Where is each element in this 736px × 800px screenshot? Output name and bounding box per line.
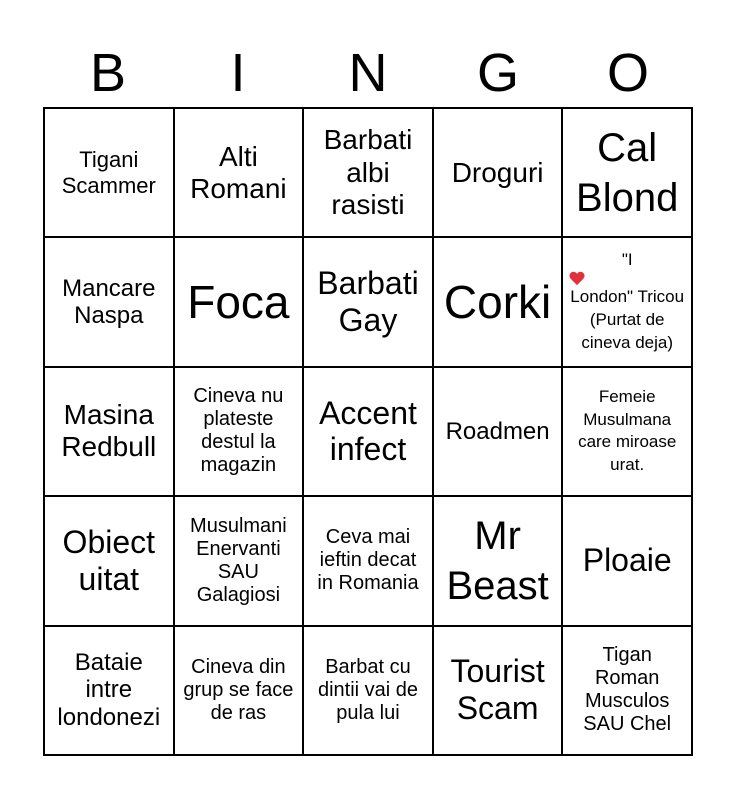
bingo-cell[interactable]: Musulmani Enervanti SAU Galagiosi [174, 496, 304, 625]
bingo-cell[interactable]: Droguri [433, 108, 563, 237]
bingo-cell[interactable]: Femeie Musulmana care miroase urat. [562, 367, 692, 496]
bingo-cell[interactable]: Tigani Scammer [44, 108, 174, 237]
header-letter-o: O [606, 43, 649, 103]
bingo-cell[interactable]: Alti Romani [174, 108, 304, 237]
bingo-cell[interactable]: Masina Redbull [44, 367, 174, 496]
bingo-cell[interactable]: Tigan Roman Musculos SAU Chel [562, 626, 692, 755]
header-letter-i: I [230, 43, 246, 103]
bingo-grid [43, 107, 693, 756]
bingo-cell[interactable]: Obiect uitat [44, 496, 174, 625]
bingo-cell[interactable]: Tourist Scam [433, 626, 563, 755]
header-letter-n: N [348, 43, 388, 103]
header-letter-b: B [89, 43, 127, 103]
header-letter-g: G [476, 43, 519, 103]
bingo-cell[interactable]: Cineva nu plateste destul la magazin [174, 367, 304, 496]
bingo-cell[interactable]: Barbati Gay [303, 237, 433, 366]
london-text-end: London" Tricou (Purtat de cineva deja) [570, 287, 685, 353]
london-text-start: "I [621, 250, 633, 270]
bingo-cell[interactable]: Barbat cu dintii vai de pula lui [303, 626, 433, 755]
bingo-cell[interactable]: Corki [433, 237, 563, 366]
bingo-cell[interactable]: Foca [174, 237, 304, 366]
bingo-cell[interactable]: Barbati albi rasisti [303, 108, 433, 237]
bingo-header [43, 40, 693, 106]
heart-icon [569, 272, 585, 286]
bingo-cell[interactable]: Cineva din grup se face de ras [174, 626, 304, 755]
bingo-cell[interactable]: Roadmen [433, 367, 563, 496]
bingo-cell[interactable]: Cal Blond [562, 108, 692, 237]
bingo-cell[interactable]: Ploaie [562, 496, 692, 625]
bingo-cell[interactable]: Ceva mai ieftin decat in Romania [303, 496, 433, 625]
bingo-cell[interactable]: Accent infect [303, 367, 433, 496]
bingo-cell[interactable]: Mancare Naspa [44, 237, 174, 366]
bingo-cell[interactable] [562, 237, 692, 366]
bingo-cell[interactable]: Mr Beast [433, 496, 563, 625]
bingo-cell[interactable]: Bataie intre londonezi [44, 626, 174, 755]
